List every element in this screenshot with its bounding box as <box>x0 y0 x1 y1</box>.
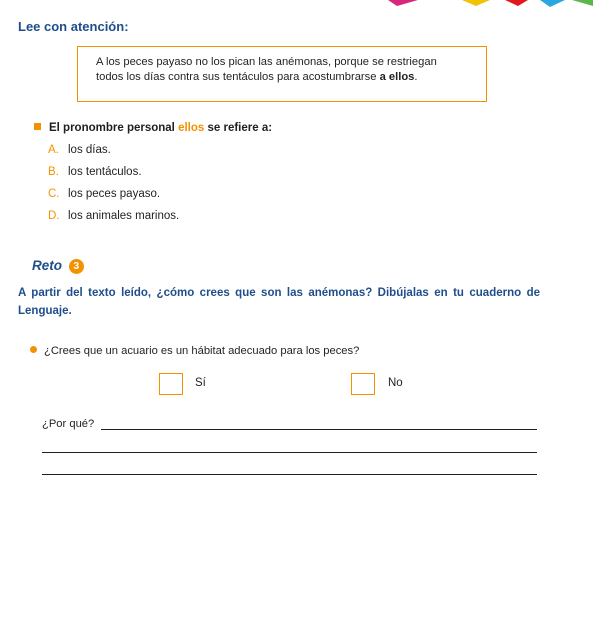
option-text: los días. <box>68 144 111 156</box>
question-1-title <box>34 122 272 134</box>
option-letter: B. <box>48 166 59 178</box>
square-bullet-icon <box>34 123 41 130</box>
option-letter: D. <box>48 210 60 222</box>
dot-bullet-icon <box>30 346 37 353</box>
yes-label: Sí <box>195 377 206 389</box>
decorative-triangles <box>0 0 593 14</box>
no-checkbox[interactable] <box>351 373 375 395</box>
passage-line-2: todos los días contra sus tentáculos para acostumbrarse <box>96 71 380 83</box>
option-text: los animales marinos. <box>68 210 180 222</box>
answer-line-1[interactable] <box>101 429 537 430</box>
question-1-highlight: ellos <box>178 122 205 134</box>
question-1-prefix: El pronombre personal <box>49 122 179 134</box>
option-d[interactable] <box>48 210 179 222</box>
option-text: los peces payaso. <box>68 188 161 200</box>
option-a[interactable] <box>48 144 111 156</box>
section-heading: Lee con atención: <box>18 19 129 34</box>
yes-checkbox[interactable] <box>159 373 183 395</box>
option-letter: C. <box>48 188 60 200</box>
why-label: ¿Por qué? <box>42 418 95 430</box>
passage-line-1: A los peces payaso no los pican las anémonas, porque se restriegan <box>96 56 437 68</box>
question-1-suffix: se refiere a: <box>204 122 273 134</box>
reto-title <box>32 258 84 274</box>
option-c[interactable] <box>48 188 160 200</box>
passage-line-2-end: . <box>414 71 418 83</box>
answer-line-2[interactable] <box>42 452 537 453</box>
reto-instructions: A partir del texto leído, ¿cómo crees que son las anémonas? Dibújalas en tu cuaderno de Lenguaje. <box>18 287 540 317</box>
option-text: los tentáculos. <box>68 166 142 178</box>
reto-label: Reto <box>32 258 62 273</box>
no-label: No <box>388 377 403 389</box>
answer-line-3[interactable] <box>42 474 537 475</box>
option-letter: A. <box>48 144 59 156</box>
passage-bold-text: a ellos <box>379 71 415 83</box>
reto-number-badge: 3 <box>69 259 84 274</box>
question-2-text: ¿Crees que un acuario es un hábitat adecuado para los peces? <box>44 345 360 357</box>
question-2 <box>30 345 359 357</box>
option-b[interactable] <box>48 166 142 178</box>
reading-passage-box <box>77 46 487 102</box>
